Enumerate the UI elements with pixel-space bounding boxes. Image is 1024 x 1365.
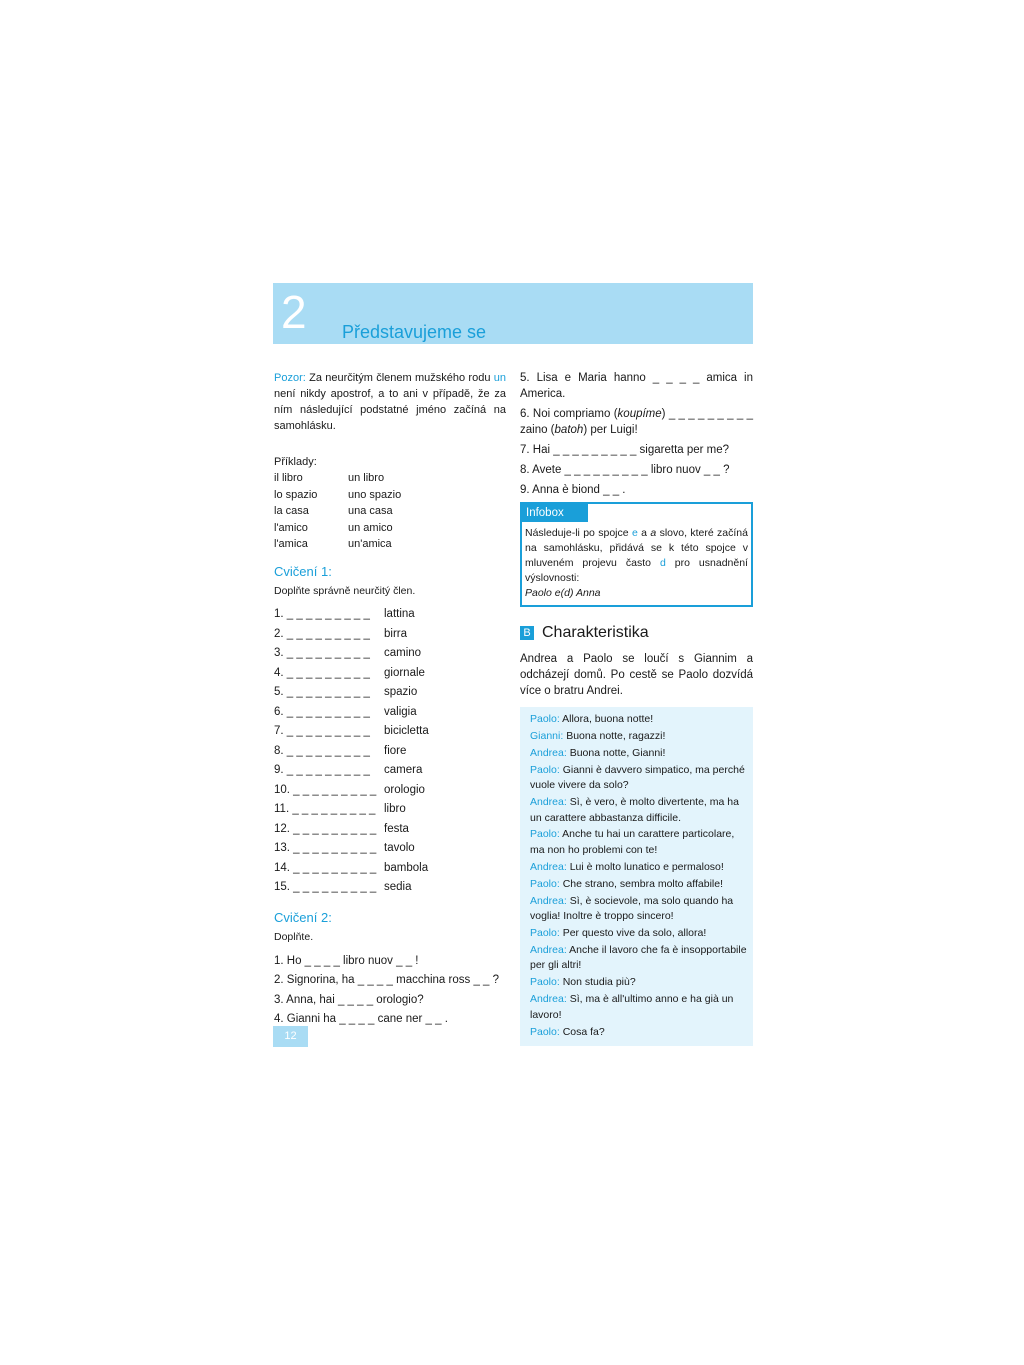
exercise-item: 12. _ _ _ _ _ _ _ _ _ festa [274,822,409,835]
dialog-line: Paolo: Allora, buona notte! [530,713,654,725]
dialog-panel [520,707,753,1046]
dialog-line: Andrea: Sì, è vero, è molto divertente, ma ha un carattere abbastanza difficile. [530,796,739,824]
examples-label: Příklady: [274,456,317,468]
dialog-line: Andrea: Anche il lavoro che fa è insopportabile per gli altri! [530,943,747,972]
exercise-item-7: 7. Hai _ _ _ _ _ _ _ _ _ sigaretta per me? [520,444,730,456]
note-article: un [493,372,506,384]
example-row: la casa una casa [274,505,393,517]
exercise-item: 1. Ho _ _ _ _ libro nuov _ _ ! [274,954,419,967]
exercise-item: 15. _ _ _ _ _ _ _ _ _ sedia [274,881,412,894]
chapter-title: Představujeme se [342,322,487,342]
exercise-item: 1. _ _ _ _ _ _ _ _ _ lattina [274,608,415,621]
note-paragraph: Pozor: Za neurčitým členem mužského rodu un není nikdy apostrof, a to ani v případě, že za ním následující podstatné jméno začíná na samohlásku. [274,372,506,432]
examples-list [274,470,506,553]
exercise-1-list [274,605,506,898]
exercise-item: 7. _ _ _ _ _ _ _ _ _ bicicletta [274,725,429,738]
dialog-line: Gianni: Buona notte, ragazzi! [530,729,666,742]
exercise-item: 10. _ _ _ _ _ _ _ _ _ orologio [274,783,425,796]
exercise-item-8: 8. Avete _ _ _ _ _ _ _ _ _ libro nuov _ _ ? [520,464,730,476]
exercise-2-title: Cvičení 2: [274,910,332,925]
dialog-line: Andrea: Sì, ma è all'ultimo anno e ha già un lavoro! [530,993,734,1021]
infobox-title: Infobox [522,504,588,522]
infobox-example: Paolo e(d) Anna [525,587,601,599]
chapter-header [273,283,753,344]
exercise-item: 3. Anna, hai _ _ _ _ orologio? [274,993,424,1006]
exercise-item: 6. _ _ _ _ _ _ _ _ _ valigia [274,705,417,718]
example-row: lo spazio uno spazio [274,488,402,501]
dialog-line: Andrea: Buona notte, Gianni! [530,746,666,759]
exercise-item: 13. _ _ _ _ _ _ _ _ _ tavolo [274,842,415,855]
example-row: l'amico un amico [274,521,393,534]
page-number: 12 [273,1026,308,1047]
dialog-line: Andrea: Sì, è socievole, ma solo quando ha voglia! Inoltre è troppo sincero! [530,894,734,923]
dialog-line: Paolo: Per questo vive da solo, allora! [530,927,707,940]
dialog-line: Paolo: Gianni è davvero simpatico, ma perché vuole vivere da solo? [530,763,745,792]
exercise-item-6: 6. Noi compriamo (koupíme) _ _ _ _ _ _ _ _ _ zaino (batoh) per Luigi! [520,408,753,436]
exercise-item: 9. _ _ _ _ _ _ _ _ _ camera [274,764,423,777]
exercise-item: 4. Gianni ha _ _ _ _ cane ner _ _ . [274,1013,448,1026]
exercise-2-list [274,951,506,1029]
dialog-line: Paolo: Cosa fa? [530,1025,605,1038]
section-intro: Andrea a Paolo se loučí s Giannim a odcházejí domů. Po cestě se Paolo dozvídá více o bratru Andrei. [520,653,753,697]
exercise-item: 2. Signorina, ha _ _ _ _ macchina ross _ _ ? [274,974,500,987]
exercise-item: 8. _ _ _ _ _ _ _ _ _ fiore [274,744,407,757]
dialog-line: Andrea: Lui è molto lunatico e permaloso! [530,860,724,873]
exercise-item: 11. _ _ _ _ _ _ _ _ _ libro [274,803,406,816]
left-column [274,370,506,1029]
chapter-number: 2 [281,286,307,338]
infobox [520,502,753,607]
exercise-item-9: 9. Anna è biond _ _ . [520,484,626,496]
dialog-line: Paolo: Anche tu hai un carattere particolare, ma non ho problemi con te! [530,828,735,856]
example-row: l'amica un'amica [274,538,392,550]
section-letter-badge: B [520,626,534,640]
exercise-1-title: Cvičení 1: [274,563,332,579]
section-title: Charakteristika [542,624,649,641]
dialog-line: Paolo: Che strano, sembra molto affabile! [530,877,724,890]
note-label: Pozor: [274,372,306,384]
exercise-2-instructions: Doplňte. [274,931,314,943]
exercise-item: 3. _ _ _ _ _ _ _ _ _ camino [274,647,422,660]
exercise-item: 14. _ _ _ _ _ _ _ _ _ bambola [274,861,429,874]
infobox-body: Následuje-li po spojce e a a slovo, které začíná na samohlásku, přidává se k této spojce v mluveném projevu často d pro usnadnění výslovnosti: Paolo e(d) Anna [525,527,748,599]
exercise-item: 5. _ _ _ _ _ _ _ _ _ spazio [274,686,418,699]
section-heading [520,621,753,645]
exercise-item: 4. _ _ _ _ _ _ _ _ _ giornale [274,666,425,679]
dialog-line: Paolo: Non studia più? [530,976,636,989]
exercise-item-5: 5. Lisa e Maria hanno _ _ _ _ amica in America. [520,372,753,400]
exercise-item: 2. _ _ _ _ _ _ _ _ _ birra [274,627,408,640]
exercise-1-instructions: Doplňte správně neurčitý člen. [274,584,416,597]
right-column [520,370,753,1046]
example-row: il libro un libro [274,472,385,484]
